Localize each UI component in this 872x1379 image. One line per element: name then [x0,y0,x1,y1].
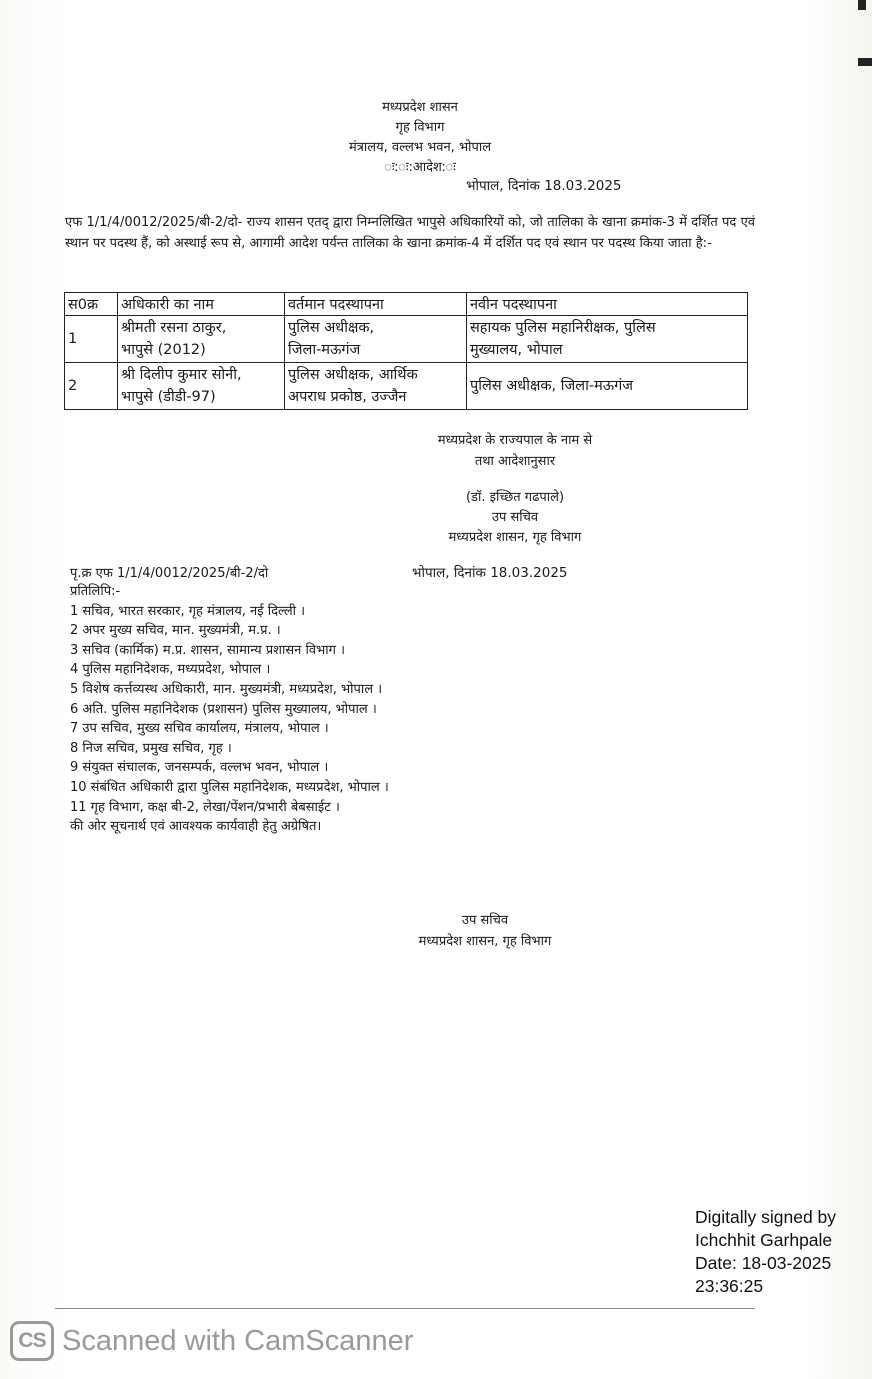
list-item: 6 अति. पुलिस महानिदेशक (प्रशासन) पुलिस मुख्यालय, भोपाल । [70,701,377,717]
list-item: 1 सचिव, भारत सरकार, गृह मंत्रालय, नई दिल्ली । [70,603,306,619]
current-posting-line: पुलिस अधीक्षक, आर्थिक [288,367,418,383]
list-item: 4 पुलिस महानिदेशक, मध्यप्रदेश, भोपाल । [70,662,271,678]
new-posting-line: पुलिस अधीक्षक, जिला-मऊगंज [470,378,634,394]
digital-signature-stamp [695,1206,865,1298]
order-date: भोपाल, दिनांक 18.03.2025 [466,178,622,194]
table-cell-current-posting [285,363,467,410]
current-posting-line: अपराध प्रकोष्ठ, उज्जैन [288,389,407,405]
table-header-cell: नवीन पदस्थापना [467,293,748,316]
list-item: 10 संबंधित अधिकारी द्वारा पुलिस महानिदेशक, मध्यप्रदेश, भोपाल । [70,779,389,795]
copy-list [70,582,389,837]
copy-footer: की ओर सूचनार्थ एवं आवश्यक कार्यवाही हेतु अग्रेषित। [70,819,322,835]
scan-edge-mark [858,0,866,10]
list-item: 11 गृह विभाग, कक्ष बी-2, लेखा/पेंशन/प्रभारी बेबसाईट । [70,799,340,815]
table-cell-name [118,316,285,363]
table-cell-sn: 1 [65,316,118,363]
list-item: 9 संयुक्त संचालक, जनसम्पर्क, वल्लभ भवन, भोपाल । [70,760,329,776]
list-item: 5 विशेष कर्त्तव्यस्थ अधिकारी, मान. मुख्यमंत्री, मध्यप्रदेश, भोपाल । [70,681,383,697]
governor-line: मध्यप्रदेश के राज्यपाल के नाम से [437,433,593,448]
signatory-department: मध्यप्रदेश शासन, गृह विभाग [448,530,582,545]
current-posting-line: जिला-मऊगंज [288,342,361,358]
signatory-designation: उप सचिव [491,510,539,525]
officer-service: भापुसे (2012) [121,342,206,358]
list-item: 8 निज सचिव, प्रमुख सचिव, गृह । [70,740,232,756]
new-posting-line: मुख्यालय, भोपाल [470,342,563,358]
list-item: 3 सचिव (कार्मिक) म.प्र. शासन, सामान्य प्रशासन विभाग । [70,642,345,658]
new-posting-line: सहायक पुलिस महानिरीक्षक, पुलिस [470,320,656,336]
current-posting-line: पुलिस अधीक्षक, [288,320,375,336]
table-cell-new-posting [467,316,748,363]
table-header-cell: वर्तमान पदस्थापना [285,293,467,316]
final-department: मध्यप्रदेश शासन, गृह विभाग [418,934,552,949]
list-item: 7 उप सचिव, मुख्य सचिव कार्यालय, मंत्रालय, भोपाल । [70,721,329,737]
signatory-name: (डॉ. इच्छित गढपाले) [465,490,565,505]
header-block [300,98,540,178]
header-government: मध्यप्रदेश शासन [382,100,458,115]
camscanner-watermark [10,1318,413,1364]
governor-authority [395,430,635,472]
copy-date: भोपाल, दिनांक 18.03.2025 [412,565,568,581]
divider [55,1308,755,1309]
header-department: गृह विभाग [395,120,445,135]
table-row [65,316,748,363]
copy-reference: पृ.क्र एफ 1/1/4/0012/2025/बी-2/दो [70,566,269,581]
officer-name: श्री दिलीप कुमार सोनी, [121,367,242,383]
table-header-row [65,293,748,316]
governor-line: तथा आदेशानुसार [474,454,556,469]
table-cell-sn: 2 [65,363,118,410]
header-address: मंत्रालय, वल्लभ भवन, भोपाल [348,140,492,155]
table-row [65,363,748,410]
table-cell-new-posting [467,363,748,410]
table-header-cell: अधिकारी का नाम [118,293,285,316]
camscanner-text: Scanned with CamScanner [62,1324,414,1357]
order-body-text: एफ 1/1/4/0012/2025/बी-2/दो- राज्य शासन एतद् द्वारा निम्नलिखित भापुसे अधिकारियों को, जो तालिका के खाना क्रमांक-3 में दर्शित पद एवं स्थान पर पदस्थ हैं, को अस्थाई रूप से, आगामी आदेश पर्यन्त तालिका के खाना क्रमांक-4 में दर्शित पद एवं स्थान पर पदस्थ किया जाता है:- [65,215,755,251]
digital-signature-line: Ichchhit Garhpale [695,1230,833,1250]
scan-edge-mark [858,58,872,66]
list-item: 2 अपर मुख्य सचिव, मान. मुख्यमंत्री, म.प्र. । [70,623,281,639]
table-cell-current-posting [285,316,467,363]
header-order-title: ः:ः:आदेश:ः [384,160,456,175]
digital-signature-line: 23:36:25 [695,1276,764,1296]
digital-signature-line: Digitally signed by [695,1207,837,1227]
digital-signature-line: Date: 18-03-2025 [695,1253,832,1273]
copy-heading: प्रतिलिपि:- [70,584,121,599]
table-cell-name [118,363,285,410]
officer-name: श्रीमती रसना ठाकुर, [121,320,227,336]
camscanner-logo-icon: CS [10,1321,54,1361]
table-header-cell: स0क्र [65,293,118,316]
final-designation: उप सचिव [461,913,509,928]
posting-table [64,292,748,410]
signatory-block [405,488,625,548]
final-signature-block [385,910,585,952]
officer-service: भापुसे (डीडी-97) [121,389,216,405]
